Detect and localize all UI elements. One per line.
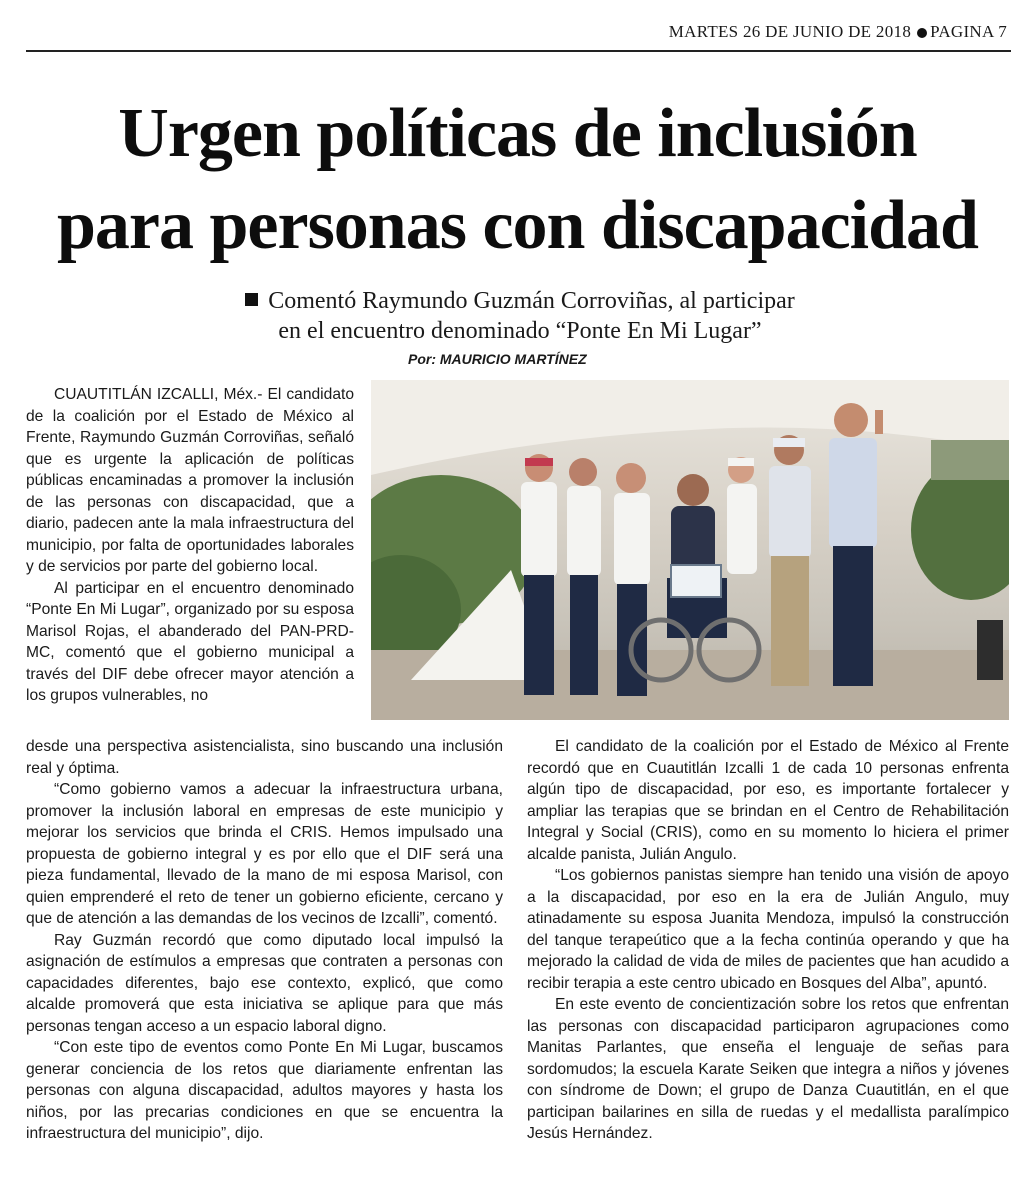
byline: Por: MAURICIO MARTÍNEZ bbox=[408, 351, 587, 367]
photo-group-icon bbox=[371, 380, 1009, 720]
subheadline bbox=[150, 286, 890, 346]
person-4 bbox=[727, 457, 757, 574]
headline-line-2: para personas con discapacidad bbox=[57, 187, 978, 264]
person-2 bbox=[567, 458, 601, 695]
header-rule bbox=[26, 50, 1011, 52]
article-column-left-bottom bbox=[26, 736, 503, 1145]
paragraph: “Como gobierno vamos a adecuar la infraestructura urbana, promover la inclusión laboral en empresas de este municipio y mejorar los servicios que brinda el CRIS. Hemos impulsado una propuesta de gobierno integral y es por ello que el DIF será una pieza fundamental, llevado de la mano de mi esposa Marisol, con quien emprenderé el reto de tener un gobierno eficiente, cercano y que de atención a las demandas de los vecinos de Izcalli”, comentó. bbox=[26, 781, 503, 927]
paragraph: “Los gobiernos panistas siempre han tenido una visión de apoyo a la discapacidad, por eso en la era de Julián Angulo, muy atinadamente su esposa Juanita Mendoza, impulsó la construcción del tanque terapeútico que a la fecha continúa operando y que ha mejorado la calidad de vida de miles de pacientes que han acudido a recibir terapia a este centro ubicado en Bosques del Alba”, apuntó. bbox=[527, 867, 1009, 992]
paragraph: desde una perspectiva asistencialista, sino buscando una inclusión real y óptima. bbox=[26, 738, 503, 777]
paragraph: Al participar en el encuentro denominado “Ponte En Mi Lugar”, organizado por su esposa Marisol Rojas, el abanderado del PAN-PRD-MC, comentó que el gobierno municipal a través del DIF debe ofrecer mayor atención a los grupos vulnerables, no bbox=[26, 579, 354, 704]
page-header bbox=[0, 8, 1035, 46]
bullet-icon bbox=[917, 28, 927, 38]
paragraph: CUAUTITLÁN IZCALLI, Méx.- El candidato de la coalición por el Estado de México al Frente, Raymundo Guzmán Corroviñas, señaló que es urgente la aplicación de políticas públicas encaminadas a promover la inclusión de las personas con discapacidad, que a diario, padecen ante la mala infraestructura del municipio, por falta de oportunidades laborales y de servicios por parte del gobierno local. bbox=[26, 386, 354, 575]
page-number: PAGINA 7 bbox=[930, 22, 1007, 41]
square-bullet-icon bbox=[245, 293, 258, 306]
article-column-right bbox=[527, 736, 1009, 1145]
header-date-line bbox=[669, 22, 1007, 42]
headline bbox=[20, 88, 1015, 272]
person-6 bbox=[829, 403, 883, 686]
tree-right bbox=[911, 460, 1009, 600]
article-column-left-top bbox=[26, 384, 354, 707]
paragraph: “Con este tipo de eventos como Ponte En Mi Lugar, buscamos generar conciencia de los retos que diariamente enfrentan las personas con alguna discapacidad, adultos mayores y hasta los niños, por las precarias condiciones en que se encuentra la infraestructura del municipio”, dijo. bbox=[26, 1039, 503, 1142]
person-5 bbox=[769, 435, 811, 686]
subhead-line-2: en el encuentro denominado “Ponte En Mi Lugar” bbox=[278, 318, 762, 344]
person-1 bbox=[521, 454, 557, 695]
photo-illustration bbox=[371, 380, 1009, 720]
canopy bbox=[371, 380, 1009, 475]
headline-line-1: Urgen políticas de inclusión bbox=[118, 95, 917, 172]
paragraph: Ray Guzmán recordó que como diputado local impulsó la asignación de estímulos a empresas que contraten a personas con capacidades diferentes, bajo ese contexto, explicó, que como alcalde promoverá que esta iniciativa se aplique para que más personas tengan acceso a un espacio laboral digno. bbox=[26, 931, 503, 1035]
background-panel bbox=[931, 440, 1009, 480]
issue-date: MARTES 26 DE JUNIO DE 2018 bbox=[668, 22, 912, 41]
paragraph: El candidato de la coalición por el Estado de México al Frente recordó que en Cuautitlán Izcalli 1 de cada 10 personas enfrenta algún tipo de discapacidad, por eso, es importante fortalecer y ampliar las terapias que se brindan en el Centro de Rehabilitación Integral y Social (CRIS), como en su momento lo hiciera el primer alcalde panista, Julián Angulo. bbox=[527, 738, 1009, 863]
speaker bbox=[977, 620, 1003, 680]
subhead-line-1: Comentó Raymundo Guzmán Corroviñas, al participar bbox=[268, 288, 795, 314]
paragraph: En este evento de concientización sobre los retos que enfrentan las personas con discapacidad participaron agrupaciones como Manitas Parlantes, que enseña el lenguaje de señas para sordomudos; la escuela Karate Seiken que integra a niños y jóvenes con síndrome de Down; el grupo de Danza Cuautitlán, en el que participan bailarines en silla de ruedas y el medallista paralímpico Jesús Hernández. bbox=[527, 996, 1009, 1142]
